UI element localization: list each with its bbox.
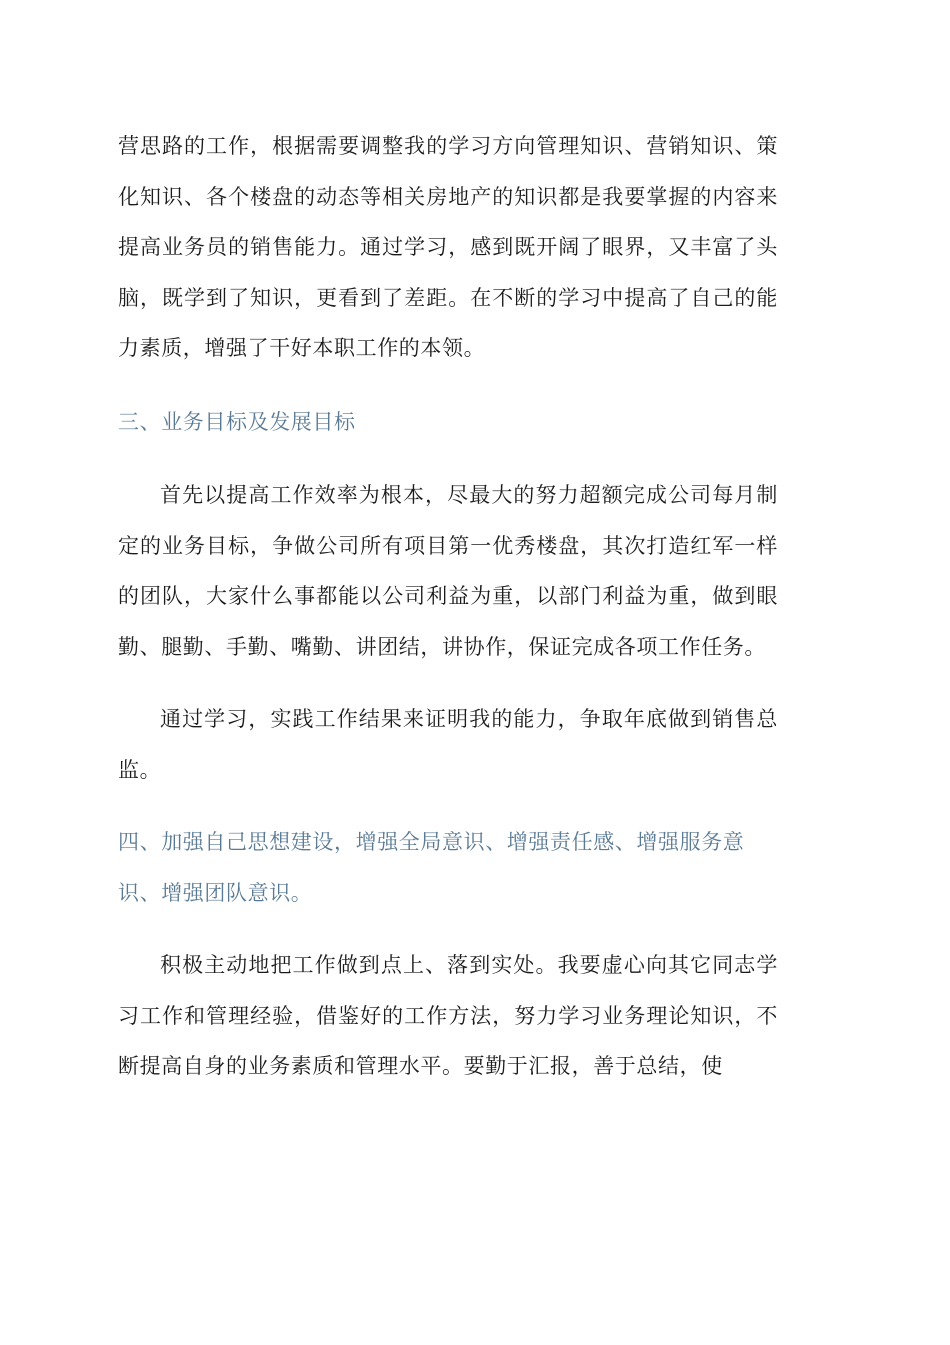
paragraph-study: 营思路的工作，根据需要调整我的学习方向管理知识、营销知识、策化知识、各个楼盘的动态等相关房地产的知识都是我要掌握的内容来提高业务员的销售能力。通过学习，感到既开阔了眼界，又丰富了头脑，既学到了知识，更看到了差距。在不断的学习中提高了自己的能力素质，增强了干好本职工作的本领。 — [118, 134, 778, 360]
document-body — [118, 121, 778, 1092]
paragraph-efficiency: 首先以提高工作效率为根本，尽最大的努力超额完成公司每月制定的业务目标，争做公司所有项目第一优秀楼盘，其次打造红军一样的团队，大家什么事都能以公司利益为重，以部门利益为重，做到眼勤、腿勤、手勤、嘴勤、讲团结，讲协作，保证完成各项工作任务。 — [118, 483, 778, 659]
paragraph-initiative: 积极主动地把工作做到点上、落到实处。我要虚心向其它同志学习工作和管理经验，借鉴好的工作方法，努力学习业务理论知识，不断提高自身的业务素质和管理水平。要勤于汇报，善于总结，使 — [118, 953, 778, 1078]
paragraph-gap — [118, 672, 778, 694]
paragraph-sales-director: 通过学习，实践工作结果来证明我的能力，争取年底做到销售总监。 — [118, 707, 778, 782]
section-heading-business-goals: 三、业务目标及发展目标 — [118, 409, 356, 434]
paragraph-gap — [118, 374, 778, 397]
paragraph-gap — [118, 918, 778, 940]
paragraph-gap — [118, 795, 778, 817]
section-heading-ideology: 四、加强自己思想建设，增强全局意识、增强责任感、增强服务意识、增强团队意识。 — [118, 830, 745, 905]
paragraph-gap — [118, 447, 778, 470]
